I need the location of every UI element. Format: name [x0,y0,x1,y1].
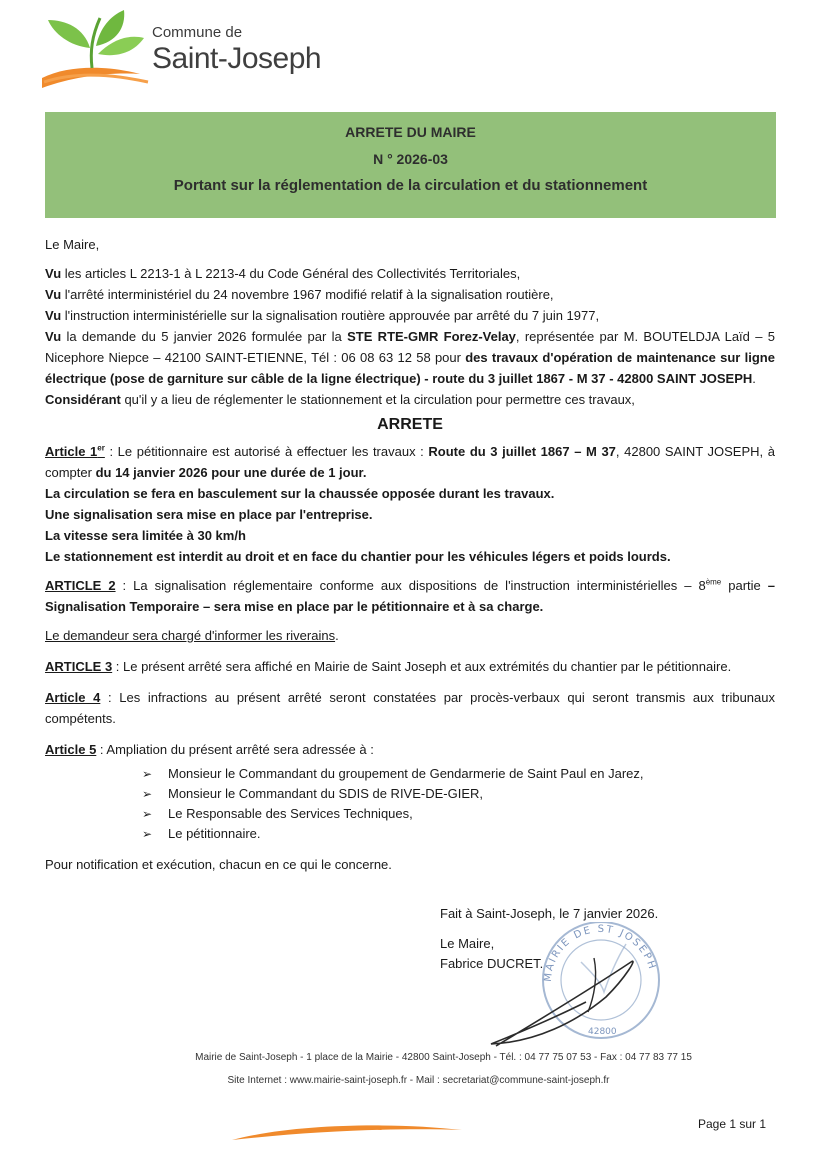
article-1-line-2: La circulation se fera en basculement sur la chaussée opposée durant les travaux. [45,486,555,501]
vu-line-3: Vu l'instruction interministérielle sur la signalisation routière approuvée par arrêté du 7 juin 1977, [45,308,600,323]
article-4-label: Article 4 [45,690,101,705]
notification-line: Pour notification et exécution, chacun en ce qui le concerne. [45,857,392,872]
signer-role: Le Maire, [440,936,495,951]
logo-commune-de: Commune de [152,24,243,41]
article-3-label: ARTICLE 3 [45,659,113,674]
article-1: Article 1er : Le pétitionnaire est autorisé à effectuer les travaux : Route du 3 juillet 1867 – M 37, 42800 SAINT JOSEPH, à compter du 14 janvier 2026 pour une durée de 1 jour. [45,443,775,480]
footer-web: Site Internet : www.mairie-saint-joseph.fr - Mail : secretariat@commune-saint-joseph.fr [227,1075,610,1086]
article-4: Article 4 : Les infractions au présent arrêté seront constatées par procès-verbaux qui seront transmis aux tribunaux compétents. [45,690,775,726]
decree-number: N ° 2026-03 [373,151,448,167]
stamp-text: MAIRIE DE ST JOSEPH [542,923,658,983]
vu-line-2: Vu l'arrêté interministériel du 24 novembre 1967 modifié relatif à la signalisation routière, [45,287,554,302]
article-1-line-5: Le stationnement est interdit au droit et en face du chantier pour les véhicules légers et poids lourds. [45,549,671,564]
list-item: ➢ Monsieur le Commandant du SDIS de RIVE-DE-GIER, [142,784,775,804]
article-1-line-3: Une signalisation sera mise en place par l'entreprise. [45,507,373,522]
stamp-postcode: 42800 [588,1027,617,1037]
leaf-logo-icon [40,6,150,106]
arrow-bullet-icon: ➢ [142,807,153,821]
arrete-heading: ARRETE [377,416,443,433]
article-2-label: ARTICLE 2 [45,578,116,593]
article-5-label: Article 5 [45,742,97,757]
article-1-line-4: La vitesse sera limitée à 30 km/h [45,528,246,543]
page-number: Page 1 sur 1 [698,1117,767,1131]
signer-name: Fabrice DUCRET. [440,956,544,971]
place-date: Fait à Saint-Joseph, le 7 janvier 2026. [440,906,659,921]
list-item: ➢ Le Responsable des Services Techniques, [142,804,775,824]
article-3: ARTICLE 3 : Le présent arrêté sera affiché en Mairie de Saint Joseph et aux extrémités du chantier par le pétitionnaire. [45,659,732,674]
footer-address: Mairie de Saint-Joseph - 1 place de la Mairie - 42800 Saint-Joseph - Tél. : 04 77 75 07 53 - Fax : 04 77 83 77 15 [195,1052,692,1063]
article-2: ARTICLE 2 : La signalisation réglementaire conforme aux dispositions de l'instruction interministérielles – 8ème partie – Signalisation Temporaire – sera mise en place par le pétitionnaire et à sa charge. [45,577,776,614]
orange-swoosh-icon [232,1120,462,1142]
article-5: Article 5 : Ampliation du présent arrêté sera adressée à : [45,742,374,757]
list-item: ➢ Le pétitionnaire. [142,824,775,844]
recipient-list [142,764,775,844]
official-stamp-icon [476,922,696,1052]
list-item: ➢ Monsieur le Commandant du groupement de Gendarmerie de Saint Paul en Jarez, [142,764,775,784]
arrow-bullet-icon: ➢ [142,787,153,801]
article-1-label: Article 1er [45,443,105,459]
decree-body [45,234,775,875]
considerant-line: Considérant qu'il y a lieu de réglementer le stationnement et la circulation pour permettre ces travaux, [45,392,635,407]
decree-subject: Portant sur la réglementation de la circulation et du stationnement [173,177,648,194]
vu-line-4: Vu la demande du 5 janvier 2026 formulée par la STE RTE-GMR Forez-Velay, représentée par M. BOUTELDJA Laïd – 5 Nicephore Niepce – 42100 SAINT-ETIENNE, Tél : 06 08 63 12 58 pour des travaux d'opération de maintenance sur ligne électrique (pose de garniture sur câble de la ligne électrique) - route du 3 juillet 1867 - M 37 - 42800 SAINT JOSEPH. [45,329,776,386]
vu-line-1: Vu les articles L 2213-1 à L 2213-4 du Code Général des Collectivités Territoriales, [45,266,521,281]
arrow-bullet-icon: ➢ [142,767,153,781]
le-maire: Le Maire, [45,237,100,252]
commune-logo [40,6,340,106]
logo-saint-joseph: Saint-Joseph [152,42,322,75]
article-2-line-2: Le demandeur sera chargé d'informer les riverains. [45,628,339,643]
decree-header [45,112,776,218]
decree-title: ARRETE DU MAIRE [345,124,476,140]
arrow-bullet-icon: ➢ [142,827,153,841]
